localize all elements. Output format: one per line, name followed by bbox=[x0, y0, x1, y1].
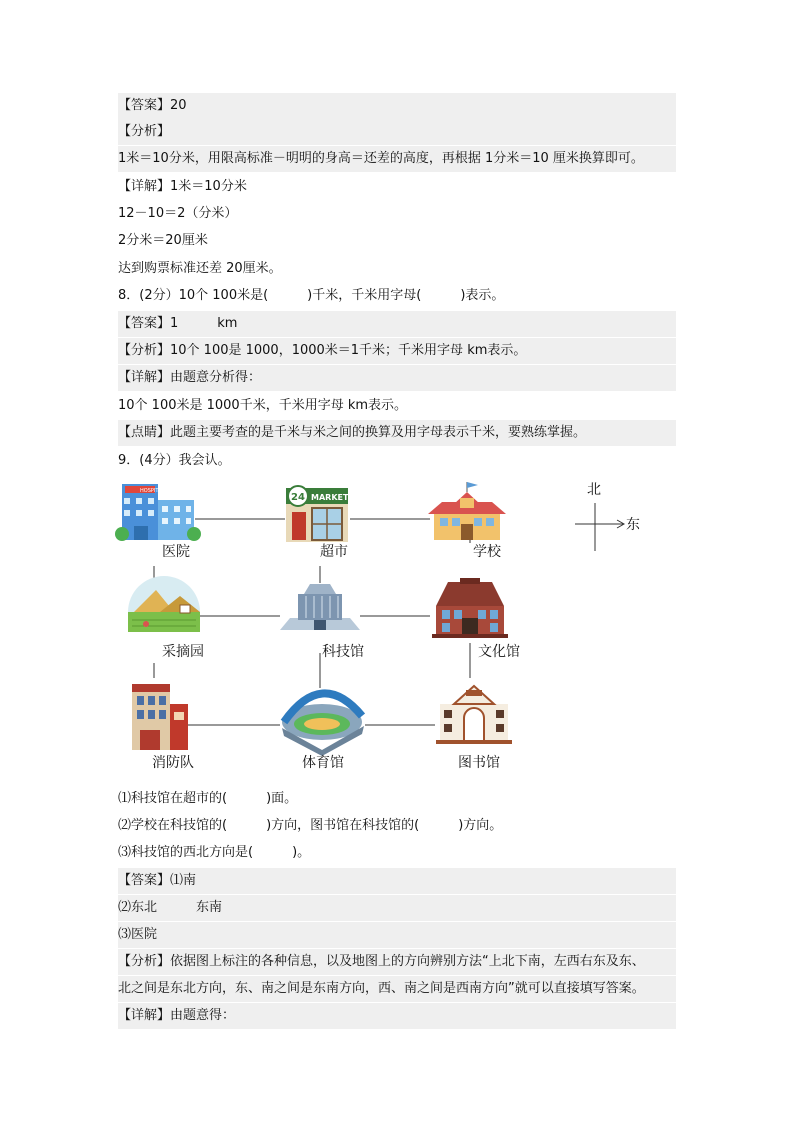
solution-line-4: 达到购票标准还差 20厘米。 bbox=[118, 261, 282, 276]
label-stadium: 体育馆 bbox=[302, 755, 344, 771]
q9-solution-heading: 【详解】由题意得： bbox=[118, 1003, 676, 1029]
label-orchard: 采摘园 bbox=[162, 644, 204, 660]
library-icon bbox=[436, 686, 512, 744]
label-market: 超市 bbox=[320, 544, 348, 560]
label-hospital: 医院 bbox=[162, 544, 190, 560]
science-museum-icon bbox=[280, 584, 360, 630]
solution-line-3: 2分米＝20厘米 bbox=[118, 233, 208, 248]
compass-north: 北 bbox=[587, 482, 601, 498]
stadium-icon bbox=[282, 693, 364, 756]
solution-line-2: 12－10＝2（分米） bbox=[118, 206, 238, 221]
q8-analysis: 【分析】10个 100是 1000，1000米＝1千米；千米用字母 km表示。 bbox=[118, 338, 676, 364]
fire-station-icon bbox=[132, 684, 188, 750]
map-drawing bbox=[110, 478, 670, 778]
market-sign: MARKET bbox=[311, 493, 349, 502]
q9-part-3: ⑶科技馆的西北方向是( )。 bbox=[118, 845, 311, 860]
compass-east: 东 bbox=[626, 517, 640, 533]
q9-answer-2: ⑵东北 东南 bbox=[118, 895, 676, 921]
school-icon bbox=[428, 482, 506, 540]
label-school: 学校 bbox=[473, 544, 501, 560]
q8-solution-text: 10个 100米是 1000千米，千米用字母 km表示。 bbox=[118, 398, 408, 413]
q8-answer: 【答案】1 km bbox=[118, 311, 676, 337]
q9-analysis-2: 北之间是东北方向，东、南之间是东南方向，西、南之间是西南方向”就可以直接填写答案。 bbox=[118, 976, 676, 1002]
q8-solution-heading: 【详解】由题意分析得： bbox=[118, 365, 676, 391]
label-culture-center: 文化馆 bbox=[478, 644, 520, 660]
q8-comment: 【点睛】此题主要考查的是千米与米之间的换算及用字母表示千米，要熟练掌握。 bbox=[118, 420, 676, 446]
q9-answer-1: 【答案】⑴南 bbox=[118, 868, 676, 894]
analysis-heading: 【分析】 bbox=[118, 119, 676, 145]
orchard-icon bbox=[128, 576, 200, 632]
hospital-sign: HOSPITAL bbox=[140, 488, 165, 494]
label-fire-station: 消防队 bbox=[152, 755, 194, 771]
q9-analysis-1: 【分析】依据图上标注的各种信息，以及地图上的方向辨别方法“上北下南，左西右东及东、 bbox=[118, 949, 676, 975]
culture-center-icon bbox=[432, 578, 508, 638]
direction-map bbox=[110, 478, 670, 778]
market-number: 24 bbox=[291, 492, 305, 503]
solution-line-1: 【详解】1米＝10分米 bbox=[118, 179, 247, 194]
q9-part-2: ⑵学校在科技馆的( )方向，图书馆在科技馆的( )方向。 bbox=[118, 818, 503, 833]
q9-part-1: ⑴科技馆在超市的( )面。 bbox=[118, 791, 298, 806]
answer-line: 【答案】20 bbox=[118, 93, 676, 119]
q9-answer-3: ⑶医院 bbox=[118, 922, 676, 948]
question-8: 8．(2分）10个 100米是( )千米，千米用字母( )表示。 bbox=[118, 288, 505, 303]
question-9: 9．(4分）我会认。 bbox=[118, 453, 231, 468]
label-library: 图书馆 bbox=[458, 755, 500, 771]
analysis-text: 1米＝10分米，用限高标准－明明的身高＝还差的高度，再根据 1分米＝10 厘米换算即可。 bbox=[118, 146, 676, 172]
label-science-museum: 科技馆 bbox=[322, 644, 364, 660]
